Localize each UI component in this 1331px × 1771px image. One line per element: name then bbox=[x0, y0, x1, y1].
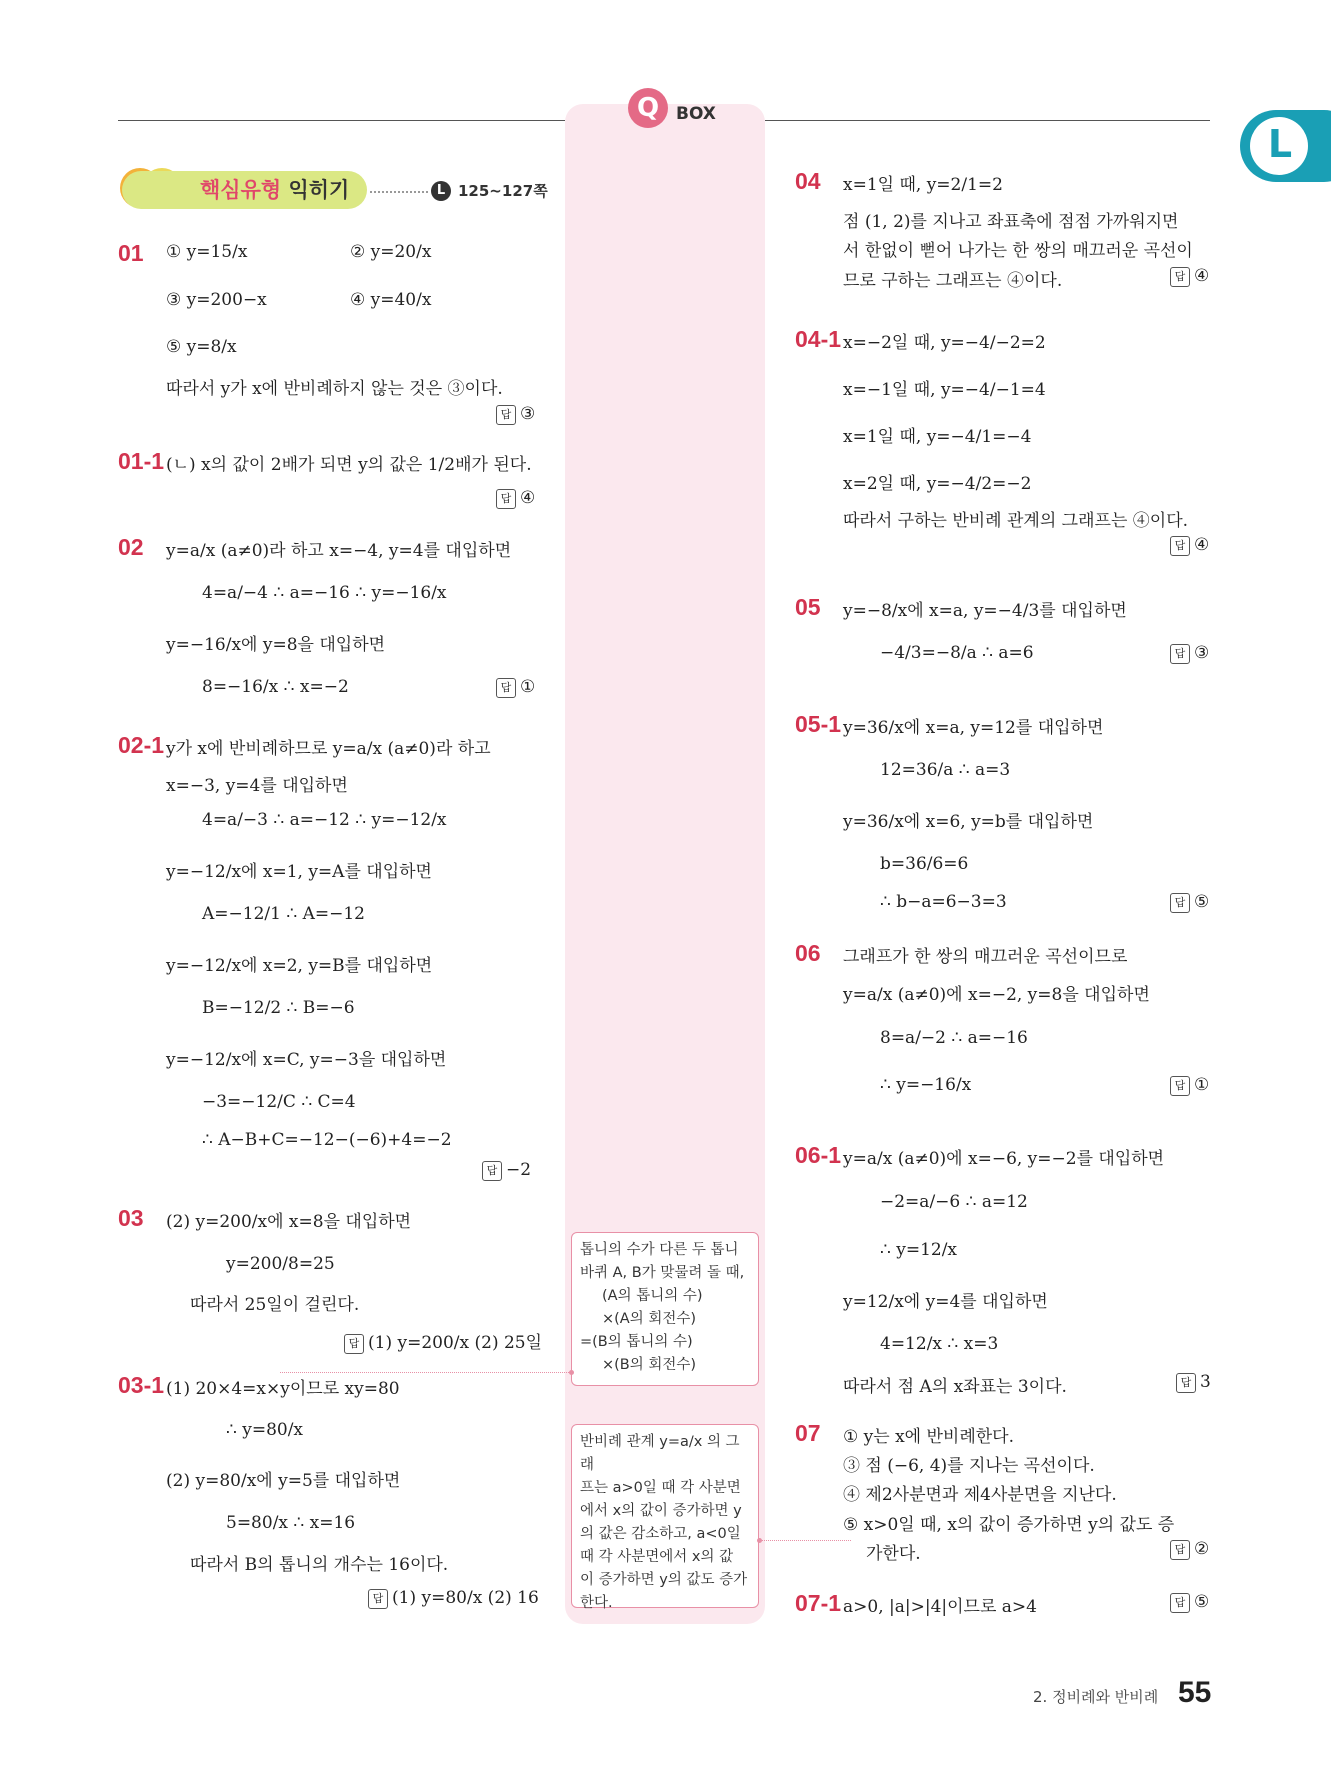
section-title-part2: 익히기 bbox=[288, 178, 350, 202]
solution-line: ∴ A−B+C=−12−(−6)+4=−2 bbox=[202, 1130, 452, 1150]
solution-line: ② y=20/x bbox=[350, 242, 432, 262]
solution-line: x=−2일 때, y=−4/−2=2 bbox=[843, 333, 1046, 353]
solution-line: B=−12/2 ∴ B=−6 bbox=[202, 998, 355, 1018]
answer bbox=[496, 677, 535, 698]
problem-number: 06-1 bbox=[795, 1142, 842, 1168]
solution-line: y가 x에 반비례하므로 y=a/x (a≠0)라 하고 bbox=[166, 739, 491, 759]
solution-line: x=−3, y=4를 대입하면 bbox=[166, 776, 348, 796]
note-line: 한다. bbox=[580, 1595, 613, 1611]
solution-line: 8=−16/x ∴ x=−2 bbox=[202, 677, 349, 697]
solution-line: y=36/x에 x=6, y=b를 대입하면 bbox=[843, 812, 1094, 832]
answer-value: ① bbox=[1194, 1075, 1210, 1095]
solution-line: y=12/x에 y=4를 대입하면 bbox=[843, 1292, 1048, 1312]
solution-line: −3=−12/C ∴ C=4 bbox=[202, 1092, 356, 1112]
note-connector bbox=[759, 1540, 851, 1541]
footer-chapter: 2. 정비례와 반비례 bbox=[1033, 1688, 1159, 1706]
solution-line: 따라서 y가 x에 반비례하지 않는 것은 ③이다. bbox=[166, 379, 503, 399]
solution-line: ① y=15/x bbox=[166, 242, 248, 262]
note-line: 에서 x의 값이 증가하면 y bbox=[580, 1503, 742, 1519]
qbox-note bbox=[571, 1424, 759, 1611]
problem-number: 07 bbox=[795, 1420, 821, 1446]
solution-line: 4=a/−3 ∴ a=−12 ∴ y=−12/x bbox=[202, 810, 447, 830]
top-rule-left bbox=[118, 120, 565, 121]
solution-line: y=a/x (a≠0)라 하고 x=−4, y=4를 대입하면 bbox=[166, 541, 512, 561]
solution-line: 그래프가 한 쌍의 매끄러운 곡선이므로 bbox=[843, 947, 1128, 967]
answer-mark-icon: 답 bbox=[344, 1334, 364, 1354]
problem-number: 06 bbox=[795, 940, 821, 966]
note-line: ×(A의 회전수) bbox=[602, 1311, 697, 1327]
answer-mark-icon: 답 bbox=[1170, 536, 1190, 556]
answer-value: ⑤ bbox=[1194, 892, 1210, 912]
solution-line: y=36/x에 x=a, y=12를 대입하면 bbox=[843, 718, 1104, 738]
answer-mark-icon: 답 bbox=[1170, 1540, 1190, 1560]
solution-line: ∴ y=−16/x bbox=[880, 1075, 972, 1095]
problem-number: 04-1 bbox=[795, 326, 842, 352]
note-connector-dot bbox=[569, 1370, 574, 1375]
answer bbox=[1170, 643, 1209, 664]
answer-mark-icon: 답 bbox=[1176, 1373, 1196, 1393]
solution-line: 서 한없이 뻗어 나가는 한 쌍의 매끄러운 곡선이 bbox=[843, 241, 1193, 261]
solution-line: y=a/x (a≠0)에 x=−6, y=−2를 대입하면 bbox=[843, 1149, 1165, 1169]
problem-number: 03 bbox=[118, 1205, 144, 1231]
problem-number: 01-1 bbox=[118, 448, 165, 474]
answer-mark-icon: 답 bbox=[496, 405, 516, 425]
note-connector-dot bbox=[757, 1538, 762, 1543]
solution-line: y=−12/x에 x=1, y=A를 대입하면 bbox=[166, 862, 432, 882]
note-line: (A의 톱니의 수) bbox=[602, 1288, 703, 1304]
qbox-note bbox=[571, 1232, 759, 1386]
qbox-column bbox=[565, 104, 765, 1624]
answer bbox=[1170, 1075, 1209, 1096]
note-line: ×(B의 회전수) bbox=[602, 1357, 697, 1373]
answer-value: ④ bbox=[1194, 535, 1210, 555]
solution-line: y=200/8=25 bbox=[226, 1254, 335, 1274]
answer bbox=[1170, 1539, 1209, 1560]
solution-line: −4/3=−8/a ∴ a=6 bbox=[880, 643, 1034, 663]
solution-line: y=−16/x에 y=8을 대입하면 bbox=[166, 635, 386, 655]
solution-line: ③ 점 (−6, 4)를 지나는 곡선이다. bbox=[843, 1456, 1095, 1476]
solution-line: ① y는 x에 반비례한다. bbox=[843, 1427, 1015, 1447]
solution-line: ⑤ y=8/x bbox=[166, 337, 237, 357]
section-title bbox=[200, 174, 349, 204]
answer bbox=[368, 1588, 539, 1609]
answer-value: (1) y=200/x (2) 25일 bbox=[368, 1333, 543, 1353]
solution-line: ∴ y=12/x bbox=[880, 1240, 958, 1260]
note-line: 이 증가하면 y의 값도 증가 bbox=[580, 1572, 748, 1588]
answer bbox=[344, 1328, 542, 1354]
solution-line: (1) 20×4=x×y이므로 xy=80 bbox=[166, 1379, 400, 1399]
solution-line: 따라서 점 A의 x좌표는 3이다. bbox=[843, 1377, 1067, 1397]
answer-value: −2 bbox=[506, 1160, 532, 1180]
solution-line: ∴ y=80/x bbox=[226, 1420, 304, 1440]
problem-number: 02 bbox=[118, 534, 144, 560]
answer bbox=[1170, 1592, 1209, 1613]
answer bbox=[482, 1160, 531, 1181]
answer-value: ① bbox=[520, 677, 536, 697]
answer-mark-icon: 답 bbox=[1170, 644, 1190, 664]
q-icon: Q bbox=[628, 88, 668, 128]
solution-line: 4=12/x ∴ x=3 bbox=[880, 1334, 999, 1354]
answer-mark-icon: 답 bbox=[1170, 1076, 1190, 1096]
top-rule-right bbox=[765, 120, 1210, 121]
solution-line: 따라서 B의 톱니의 개수는 16이다. bbox=[190, 1555, 449, 1575]
solution-line: 8=a/−2 ∴ a=−16 bbox=[880, 1028, 1028, 1048]
solution-line: (2) y=200/x에 x=8을 대입하면 bbox=[166, 1212, 412, 1232]
answer-value: (1) y=80/x (2) 16 bbox=[392, 1588, 539, 1608]
answer-mark-icon: 답 bbox=[1170, 267, 1190, 287]
answer-mark-icon: 답 bbox=[482, 1161, 502, 1181]
problem-number: 01 bbox=[118, 240, 144, 266]
note-line: 프는 a>0일 때 각 사분면 bbox=[580, 1480, 741, 1496]
answer-value: ② bbox=[1194, 1539, 1210, 1559]
solution-line: 4=a/−4 ∴ a=−16 ∴ y=−16/x bbox=[202, 583, 447, 603]
answer-mark-icon: 답 bbox=[496, 489, 516, 509]
solution-line: 가한다. bbox=[866, 1544, 921, 1564]
solution-line: x=2일 때, y=−4/2=−2 bbox=[843, 474, 1032, 494]
solution-line: y=a/x (a≠0)에 x=−2, y=8을 대입하면 bbox=[843, 985, 1150, 1005]
section-title-part1: 핵심유형 bbox=[200, 178, 282, 202]
solution-line: y=−12/x에 x=C, y=−3을 대입하면 bbox=[166, 1050, 447, 1070]
note-line: 반비례 관계 y=a/x 의 그래 bbox=[580, 1434, 740, 1473]
answer bbox=[496, 404, 535, 425]
section-dotted-leader bbox=[370, 191, 428, 193]
problem-number: 07-1 bbox=[795, 1590, 842, 1616]
solution-line: ④ y=40/x bbox=[350, 290, 432, 310]
solution-line: 므로 구하는 그래프는 ④이다. bbox=[843, 271, 1063, 291]
solution-line: (ㄴ) x의 값이 2배가 되면 y의 값은 1/2배가 된다. bbox=[166, 455, 532, 475]
answer bbox=[496, 488, 535, 509]
section-page-ref: 125~127쪽 bbox=[458, 182, 548, 200]
solution-line: ④ 제2사분면과 제4사분면을 지난다. bbox=[843, 1485, 1117, 1505]
answer bbox=[1170, 266, 1209, 287]
chapter-tab-letter: L bbox=[1267, 122, 1293, 166]
solution-line: (2) y=80/x에 y=5를 대입하면 bbox=[166, 1471, 401, 1491]
solution-line: x=1일 때, y=2/1=2 bbox=[843, 175, 1003, 195]
solution-line: y=−8/x에 x=a, y=−4/3를 대입하면 bbox=[843, 601, 1127, 621]
solution-line: 따라서 25일이 걸린다. bbox=[190, 1295, 360, 1315]
lesson-mark-icon: L bbox=[431, 181, 451, 201]
solution-line: 5=80/x ∴ x=16 bbox=[226, 1513, 356, 1533]
solution-line: a>0, |a|>|4|이므로 a>4 bbox=[843, 1597, 1037, 1617]
answer-mark-icon: 답 bbox=[1170, 893, 1190, 913]
note-line: =(B의 톱니의 수) bbox=[580, 1334, 693, 1350]
solution-line: b=36/6=6 bbox=[880, 854, 969, 874]
solution-line: x=1일 때, y=−4/1=−4 bbox=[843, 427, 1032, 447]
answer-mark-icon: 답 bbox=[1170, 1593, 1190, 1613]
answer-value: ④ bbox=[520, 488, 536, 508]
note-connector bbox=[280, 1372, 571, 1373]
answer-mark-icon: 답 bbox=[368, 1589, 388, 1609]
solution-line: 점 (1, 2)를 지나고 좌표축에 점점 가까워지면 bbox=[843, 212, 1179, 232]
answer-value: ⑤ bbox=[1194, 1592, 1210, 1612]
note-line: 톱니의 수가 다른 두 톱니 bbox=[580, 1242, 739, 1258]
solution-line: A=−12/1 ∴ A=−12 bbox=[202, 904, 365, 924]
answer-value: ③ bbox=[1194, 643, 1210, 663]
answer bbox=[1170, 535, 1209, 556]
problem-number: 05 bbox=[795, 594, 821, 620]
solution-line: x=−1일 때, y=−4/−1=4 bbox=[843, 380, 1046, 400]
answer bbox=[1176, 1372, 1211, 1393]
solution-line: y=−12/x에 x=2, y=B를 대입하면 bbox=[166, 956, 433, 976]
box-label: BOX bbox=[676, 104, 716, 124]
page-number: 55 bbox=[1178, 1676, 1212, 1709]
answer-value: ③ bbox=[520, 404, 536, 424]
solution-line: −2=a/−6 ∴ a=12 bbox=[880, 1192, 1028, 1212]
note-line: 의 값은 감소하고, a<0일 bbox=[580, 1526, 741, 1542]
solution-line: ⑤ x>0일 때, x의 값이 증가하면 y의 값도 증 bbox=[843, 1515, 1175, 1535]
problem-number: 04 bbox=[795, 168, 821, 194]
problem-number: 02-1 bbox=[118, 732, 165, 758]
answer-mark-icon: 답 bbox=[496, 678, 516, 698]
problem-number: 05-1 bbox=[795, 711, 842, 737]
solution-line: ∴ b−a=6−3=3 bbox=[880, 892, 1007, 912]
problem-number: 03-1 bbox=[118, 1372, 165, 1398]
answer-value: ④ bbox=[1194, 266, 1210, 286]
note-line: 때 각 사분면에서 x의 값 bbox=[580, 1549, 734, 1565]
solution-line: 따라서 구하는 반비례 관계의 그래프는 ④이다. bbox=[843, 511, 1189, 531]
note-line: 바퀴 A, B가 맞물려 돌 때, bbox=[580, 1265, 745, 1281]
solution-line: ③ y=200−x bbox=[166, 290, 267, 310]
solution-line: 12=36/a ∴ a=3 bbox=[880, 760, 1011, 780]
answer bbox=[1170, 892, 1209, 913]
answer-value: 3 bbox=[1200, 1372, 1211, 1392]
